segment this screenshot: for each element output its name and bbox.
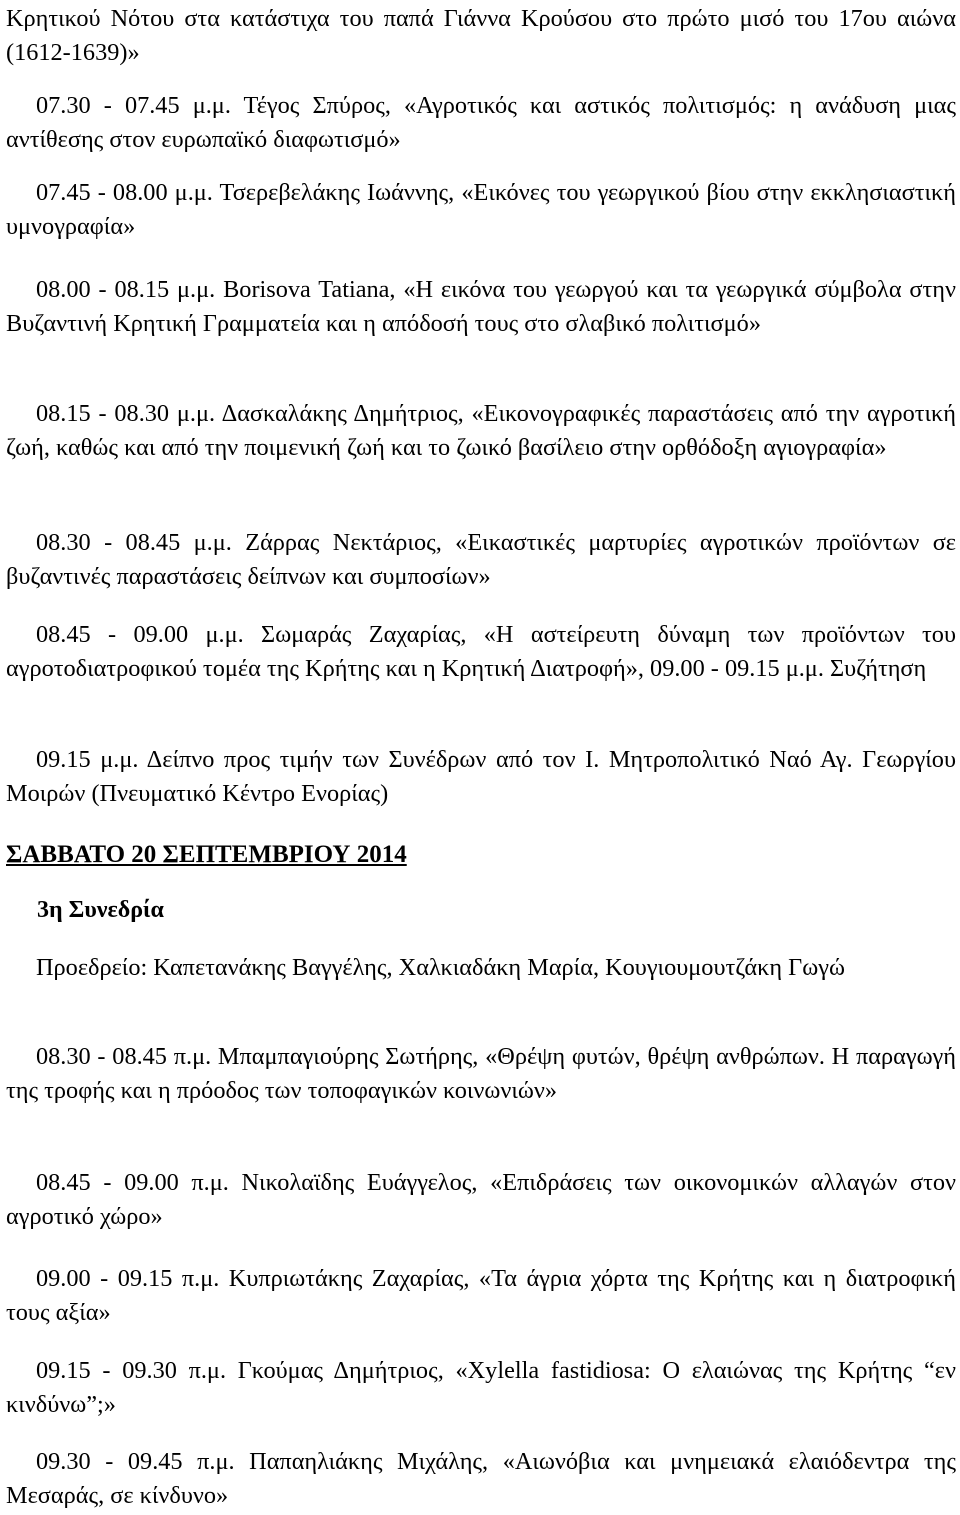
talk-entry: 09.00 - 09.15 π.μ. Κυπριωτάκης Ζαχαρίας, «Τα άγρια χόρτα της Κρήτης και η διατροφική τους αξία» — [6, 1265, 956, 1326]
schedule-entry: 07.30 - 07.45 μ.μ. Τέγος Σπύρος, «Αγροτικός και αστικός πολιτισμός: η ανάδυση μιας αντίθεσης στον ευρωπαϊκό διαφωτισμό» — [6, 92, 956, 153]
talk-entry: 09.15 - 09.30 π.μ. Γκούμας Δημήτριος, «Xylella fastidiosa: Ο ελαιώνας της Κρήτης “εν κινδύνω”;» — [6, 1357, 956, 1418]
presidium: Προεδρείο: Καπετανάκης Βαγγέλης, Χαλκιαδάκη Μαρία, Κουγιουμουτζάκη Γωγώ — [36, 954, 845, 981]
schedule-entry: 08.45 - 09.00 μ.μ. Σωμαράς Ζαχαρίας, «Η αστείρευτη δύναμη των προϊόντων του αγροτοδιατροφικού τομέα της Κρήτης και η Κρητική Διατροφή», 09.00 - 09.15 μ.μ. Συζήτηση — [6, 621, 956, 682]
schedule-entry: 07.45 - 08.00 μ.μ. Τσερεβελάκης Ιωάννης, «Εικόνες του γεωργικού βίου στην εκκλησιαστική υμνογραφία» — [6, 179, 956, 240]
paragraph-continuation: Κρητικού Νότου στα κατάστιχα του παπά Γιάννα Κρούσου στο πρώτο μισό του 17ου αιώνα (1612-1639)» — [6, 5, 956, 66]
session-title: 3η Συνεδρία — [37, 897, 164, 923]
schedule-entry: 08.30 - 08.45 μ.μ. Ζάρρας Νεκτάριος, «Εικαστικές μαρτυρίες αγροτικών προϊόντων σε βυζαντινές παραστάσεις δείπνων και συμποσίων» — [6, 529, 956, 590]
schedule-entry: 08.00 - 08.15 μ.μ. Borisova Tatiana, «Η εικόνα του γεωργού και τα γεωργικά σύμβολα στην Βυζαντινή Κρητική Γραμματεία και η απόδοσή τους στο σλαβικό πολιτισμό» — [6, 276, 956, 337]
talk-entry: 09.30 - 09.45 π.μ. Παπαηλιάκης Μιχάλης, «Αιωνόβια και μνημειακά ελαιόδεντρα της Μεσαράς, σε κίνδυνο» — [6, 1448, 956, 1509]
schedule-entry: 08.15 - 08.30 μ.μ. Δασκαλάκης Δημήτριος, «Εικονογραφικές παραστάσεις από την αγροτική ζωή, καθώς και από την ποιμενική ζωή και το ζωικό βασίλειο στην ορθόδοξη αγιογραφία» — [6, 400, 956, 461]
talk-entry: 08.30 - 08.45 π.μ. Μπαμπαγιούρης Σωτήρης, «Θρέψη φυτών, θρέψη ανθρώπων. Η παραγωγή της τροφής και η πρόοδος των τοποφαγικών κοινωνιών» — [6, 1043, 956, 1104]
talk-entry: 08.45 - 09.00 π.μ. Νικολαϊδης Ευάγγελος, «Επιδράσεις των οικονομικών αλλαγών στον αγροτικό χώρο» — [6, 1169, 956, 1230]
dinner-entry: 09.15 μ.μ. Δείπνο προς τιμήν των Συνέδρων από τον Ι. Μητροπολιτικό Ναό Αγ. Γεωργίου Μοιρών (Πνευματικό Κέντρο Ενορίας) — [6, 746, 956, 807]
day-heading: ΣΑΒΒΑΤΟ 20 ΣΕΠΤΕΜΒΡΙΟΥ 2014 — [6, 841, 407, 868]
